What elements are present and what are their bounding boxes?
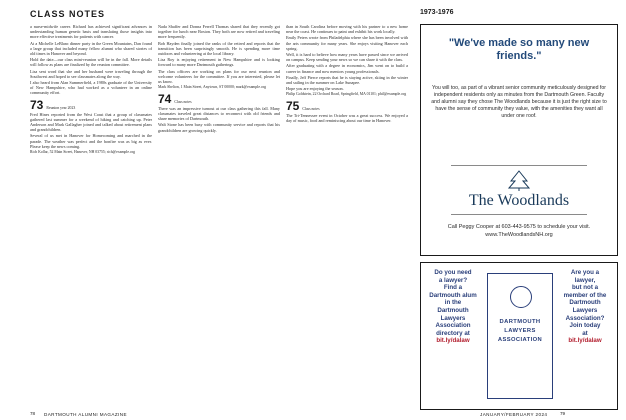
association-name <box>488 318 552 345</box>
masthead-left: DARTMOUTH ALUMNI MAGAZINE <box>44 412 127 417</box>
tree-logo-icon <box>503 169 535 191</box>
ad-contact <box>431 223 607 239</box>
association-line: DARTMOUTH <box>499 319 541 325</box>
note-paragraph: The Tri-Tennessee event in October was a great success. We enjoyed a day of music, food and reminiscing about our time in Hanover. <box>286 113 408 124</box>
note-paragraph: Hope you are enjoying the season. <box>286 86 344 92</box>
note-paragraph: Well, it is hard to believe how many years have passed since we arrived on campus. Keep sending your news so we can share it with the class. <box>286 52 408 63</box>
class-range: 1973-1976 <box>420 9 454 16</box>
class-year: 74 <box>158 91 172 106</box>
bar-line: Lawyers <box>572 306 598 314</box>
page-number-right: 79 <box>560 411 566 416</box>
bar-line: Join today <box>569 322 601 330</box>
class-year-subtitle: Reunion year 2023 <box>46 105 76 110</box>
masthead-right: JANUARY/FEBRUARY 2024 <box>480 412 548 417</box>
bar-line: lawyer, <box>574 276 596 284</box>
class-year-subtitle: Class notes <box>174 99 192 104</box>
section-title: CLASS NOTES <box>30 9 106 19</box>
note-paragraph: Lisa Roy is enjoying retirement in New Hampshire and is looking forward to many more Dartmouth gatherings. <box>158 57 280 68</box>
bar-left-link[interactable]: bit.ly/dalaw <box>436 337 470 345</box>
bar-line: but not a <box>571 284 599 292</box>
note-paragraph: The class officers are working on plans for our next reunion and welcome volunteers for the committee. If you are interested, please let us know. <box>158 68 280 85</box>
bar-line: in the <box>444 299 462 307</box>
note-paragraph: I also heard from Alan Summerfield, a 1980s graduate of the University of New Hampshire, who had worked as a volunteer in an online community effort. <box>30 80 152 96</box>
ad-body: You will too, as part of a vibrant senior community meticulously designed for independent residents only as minutes from the Dartmouth Green. Faculty and alumni say they chose The Woodlands because it is just the right size to have the sense of community they value, with the amenities they want all under one roof. <box>431 85 607 119</box>
bar-right-text <box>557 269 613 345</box>
association-line: ASSOCIATION <box>497 337 543 343</box>
logo-the: The <box>468 192 494 209</box>
association-emblem-icon <box>510 286 532 308</box>
bar-line: Dartmouth <box>569 299 601 307</box>
note-paragraph: Several of us met in Hanover for Homecoming and marched in the parade. The weather was perfect and the bonfire was as big as ever. Please keep the news coming. <box>30 133 152 149</box>
bar-line: member of the <box>563 291 607 299</box>
association-line: LAWYERS <box>504 328 536 334</box>
note-paragraph: Emily Peters wrote from Philadelphia where she has been involved with the arts community for many years. She enjoys visiting Hanover each spring. <box>286 35 408 51</box>
bar-right-link[interactable]: bit.ly/dalaw <box>568 337 602 345</box>
bar-line: directory at <box>436 329 470 337</box>
ad-url-link[interactable]: www.TheWoodlandsNH.org <box>485 232 553 238</box>
column-3 <box>286 24 408 408</box>
note-paragraph: After graduating with a degree in economics, Jim went on to build a career in finance and now mentors young professionals. <box>286 63 408 74</box>
note-paragraph: Nada Shaffer and Donna Ferrell Thomas shared that they recently got together for lunch near Boston. They both are now retired and traveling more frequently. <box>158 24 280 40</box>
bar-line: Association <box>435 322 471 330</box>
class-year-heading <box>30 97 152 112</box>
note-paragraph: Fred Hines reported from the West Coast that a group of classmates gathered last summer for a weekend of hiking and catching up. Peter Anderson and Mark Gallagher joined and talked about retirement plans and grandchildren. <box>30 111 152 133</box>
class-year-heading <box>286 98 408 113</box>
ad-quote: "We've made so many new friends." <box>448 37 590 62</box>
class-year: 75 <box>286 99 300 114</box>
note-paragraph: than in South Carolina before moving with his partner to a new home near the coast. He continues to paint and exhibit his work locally. <box>286 24 408 35</box>
note-paragraph: At a Michelle LeBlanc dinner party in the Green Mountains, Dan found a large group that included many fellow alumni who shared stories of old times in Hanover and beyond. <box>30 40 152 57</box>
bar-association-logo <box>487 273 553 399</box>
column-1 <box>30 24 152 408</box>
logo-text <box>451 192 587 210</box>
note-paragraph: Lisa sent word that she and her husband were traveling through the Southwest and hoped to see classmates along the way. <box>30 68 152 79</box>
bar-line: a lawyer? <box>438 276 468 284</box>
bar-line: Find a <box>443 284 463 292</box>
class-year-heading <box>158 91 280 106</box>
lawyers-association-ad[interactable] <box>420 262 618 410</box>
class-rep-contact: Mark Shelton, 1 Main Street, Anytown, ST 00000; mark@example.org <box>158 85 266 90</box>
column-2 <box>158 24 280 408</box>
bar-line: Dartmouth <box>437 306 469 314</box>
bar-line: Association? <box>565 314 605 322</box>
note-paragraph: There was an impressive turnout at our class gathering this fall. Many classmates traveled great distances to reconnect with old friends and share memories of Dartmouth. <box>158 105 280 122</box>
bar-line: at <box>582 329 588 337</box>
class-rep-contact: Rich Kollar, 52 Main Street, Hanover, NH 03755; rich@example.org <box>30 150 135 155</box>
page-header <box>0 0 626 24</box>
note-paragraph: Finally, Jeff Pierce reports that he is staying active, skiing in the winter and sailing in the summer on Lake Sunapee. <box>286 74 408 86</box>
class-year: 73 <box>30 97 44 112</box>
class-rep-contact: Philip Goldstein, 22 Orchard Road, Springfield, MA 01101; phil@example.org <box>286 92 407 97</box>
note-paragraph: Bob Hayden finally joined the ranks of the retired and reports that the transition has been surprisingly smooth. He is spending more time outdoors and volunteering at the local library. <box>158 40 280 57</box>
note-paragraph: Walt Stone has been busy with community service and reports that his grandchildren are growing quickly. <box>158 122 280 133</box>
woodlands-ad[interactable] <box>420 24 618 256</box>
bar-line: Dartmouth alum <box>429 291 477 299</box>
bar-line: Lawyers <box>440 314 466 322</box>
class-year-subtitle: Class notes <box>302 107 320 112</box>
note-paragraph: Hold the date—our class mini-reunion will be in the fall. More details will follow as plans are finalized by the reunion committee. <box>30 57 152 68</box>
page-number-left: 78 <box>30 411 36 416</box>
note-paragraph: a nurse-midwife career. Richard has achieved significant advances in understanding human genetic basis and translating those insights into more effective treatments for patients with cancer. <box>30 24 152 40</box>
ad-phone-line: Call Peggy Cooper at 603-443-9575 to schedule your visit. <box>447 224 591 230</box>
bar-left-text <box>425 269 481 345</box>
page-footer <box>0 408 626 420</box>
logo-name: Woodlands <box>497 192 570 209</box>
woodlands-logo <box>451 165 587 215</box>
bar-line: Are you a <box>570 269 600 276</box>
bar-line: Do you need <box>434 269 472 276</box>
